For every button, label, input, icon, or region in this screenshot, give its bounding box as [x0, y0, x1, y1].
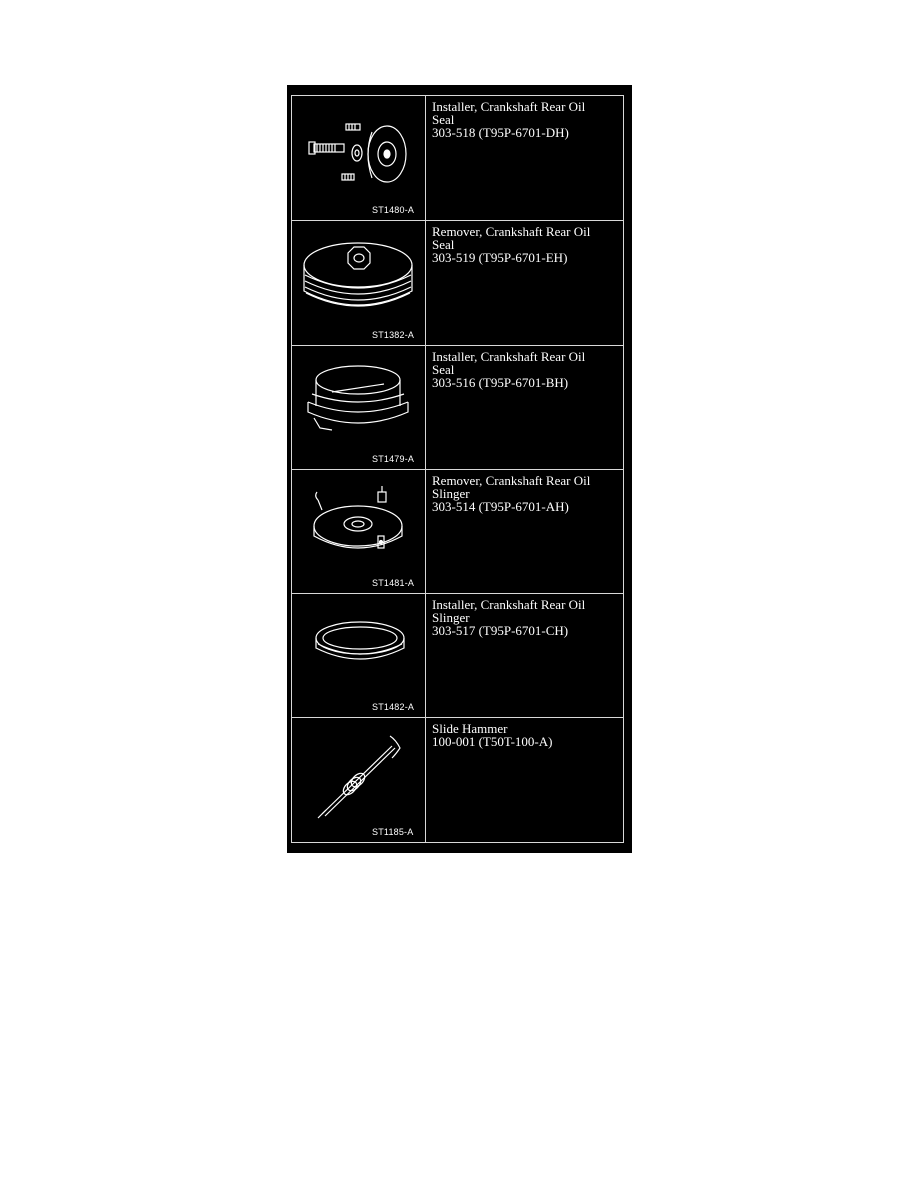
- tool-name-line1: Installer, Crankshaft Rear Oil: [432, 597, 586, 612]
- figure-code: ST1382-A: [372, 330, 415, 340]
- tool-row: [292, 594, 623, 718]
- slinger-installer-ring-icon: [292, 594, 426, 718]
- tool-part-number: 303-518 (T95P-6701-DH): [432, 125, 569, 140]
- tool-name-line2: Seal: [432, 112, 455, 127]
- tool-row: [292, 346, 623, 470]
- seal-installer-sleeve-icon: [292, 346, 426, 470]
- slide-hammer-icon: [292, 718, 426, 842]
- tool-name-line2: Slinger: [432, 486, 470, 501]
- figure-code: ST1480-A: [372, 205, 415, 215]
- figure-code: ST1482-A: [372, 702, 415, 712]
- tool-description: [432, 225, 622, 264]
- tool-description: [432, 722, 622, 748]
- tool-part-number: 303-519 (T95P-6701-EH): [432, 250, 568, 265]
- tool-name-line1: Remover, Crankshaft Rear Oil: [432, 473, 591, 488]
- tool-name-line1: Installer, Crankshaft Rear Oil: [432, 349, 586, 364]
- seal-remover-icon: [292, 221, 426, 345]
- figure-code: ST1479-A: [372, 454, 415, 464]
- tool-part-number: 100-001 (T50T-100-A): [432, 734, 553, 749]
- special-tools-table: [291, 95, 624, 843]
- special-tools-panel: [287, 85, 632, 853]
- tool-description: [432, 350, 622, 389]
- figure-code: ST1481-A: [372, 578, 415, 588]
- tool-description: [432, 100, 622, 139]
- seal-installer-with-bolts-icon: [292, 96, 426, 220]
- tool-name-line1: Remover, Crankshaft Rear Oil: [432, 224, 591, 239]
- tool-description: [432, 598, 622, 637]
- tool-name-line1: Installer, Crankshaft Rear Oil: [432, 99, 586, 114]
- tool-row: [292, 221, 623, 346]
- figure-code: ST1185-A: [372, 827, 414, 837]
- tool-illustration-cell: [292, 346, 426, 469]
- tool-illustration-cell: [292, 594, 426, 717]
- tool-illustration-cell: [292, 221, 426, 345]
- tool-illustration-cell: [292, 96, 426, 220]
- tool-part-number: 303-516 (T95P-6701-BH): [432, 375, 569, 390]
- tool-row: [292, 470, 623, 594]
- tool-name-line2: Seal: [432, 237, 455, 252]
- tool-part-number: 303-514 (T95P-6701-AH): [432, 499, 569, 514]
- tool-part-number: 303-517 (T95P-6701-CH): [432, 623, 569, 638]
- tool-illustration-cell: [292, 718, 426, 842]
- tool-name-line1: Slide Hammer: [432, 721, 508, 736]
- tool-row: [292, 718, 623, 842]
- slinger-remover-icon: [292, 470, 426, 594]
- tool-row: [292, 96, 623, 221]
- tool-illustration-cell: [292, 470, 426, 593]
- tool-name-line2: Seal: [432, 362, 455, 377]
- tool-name-line2: Slinger: [432, 610, 470, 625]
- tool-description: [432, 474, 622, 513]
